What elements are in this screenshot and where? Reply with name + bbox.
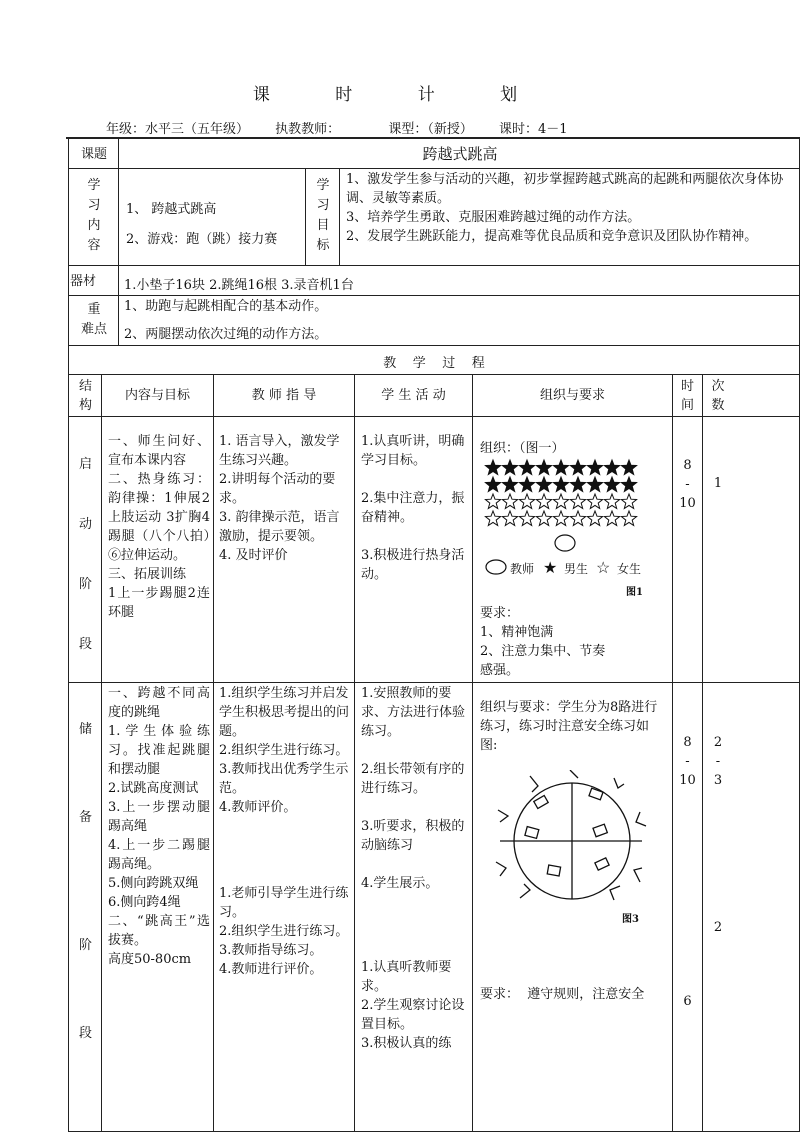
boy-star xyxy=(485,460,500,475)
legend-boy-icon: ★ xyxy=(543,558,558,577)
phase2-count-2: 2 xyxy=(713,920,723,935)
boy-star xyxy=(519,477,534,492)
phase2-activity-1: 1.安照教师的要求、方法进行体验练习。 2.组长带领有序的进行练习。 3.听要求，积极的动脑练习 4.学生展示。 xyxy=(361,686,466,891)
phase2-requirements: 要求： 遵守规则，注意安全 xyxy=(480,987,645,1002)
header-guidance: 教 师 指 导 xyxy=(251,388,317,403)
equipment-value: 1.小垫子16块 2.跳绳16根 3.录音机1台 xyxy=(124,278,354,293)
period: 课时：4－1 xyxy=(498,122,568,137)
legend-teacher-label: 教师 xyxy=(510,562,535,576)
header-activity: 学 生 活 动 xyxy=(381,388,446,403)
girl-star xyxy=(621,494,636,509)
girl-star xyxy=(485,511,500,526)
boy-star xyxy=(536,460,551,475)
girl-star xyxy=(485,494,500,509)
boy-star xyxy=(621,477,636,492)
girl-star xyxy=(553,494,568,509)
phase2-char: 段 xyxy=(78,1026,92,1041)
girl-star xyxy=(587,511,602,526)
phase2-activity-2: 1.认真听教师要求。 2.学生观察讨论设置目标。 3.积极认真的练 xyxy=(361,960,465,1051)
phase2-org-text: 组织与要求：学生分为8路进行练习，练习时注意安全练习如图: xyxy=(480,700,658,753)
girl-star xyxy=(536,494,551,509)
process-title: 教 学 过 程 xyxy=(383,356,485,371)
learning-content-item: 2、游戏：跑（跳）接力赛 xyxy=(126,232,278,247)
phase2-label xyxy=(70,720,101,1043)
phase2-char: 储 xyxy=(78,722,92,737)
equipment-label: 器材 xyxy=(70,274,97,289)
topic-label: 课题 xyxy=(80,147,107,162)
girl-star xyxy=(570,494,585,509)
phase1-content: 一、师生问好、宣布本课内容 二、热身练习：韵律操：1伸展2上肢运动 3扩胸4踢腿（八个八拍）⑥拉伸运动。 三、拓展训练 1上一步踢腿2连环腿 xyxy=(108,434,210,620)
girl-star xyxy=(502,494,517,509)
key-points-label: 重 难点 xyxy=(80,302,107,337)
boy-star xyxy=(570,460,585,475)
learning-content-item: 1、 跨越式跳高 xyxy=(126,202,217,217)
phase1-org-title: 组织：（图一） xyxy=(480,441,565,456)
girl-star xyxy=(553,511,568,526)
learning-content-label: 学 习 内 容 xyxy=(87,178,101,253)
figure-1-label: 图1 xyxy=(626,587,643,598)
lesson-meta xyxy=(106,118,590,137)
boy-star xyxy=(553,460,568,475)
phase2-time-2: 6 xyxy=(683,994,692,1009)
boy-star xyxy=(621,460,636,475)
phase1-count: 1 xyxy=(713,476,723,491)
phase1-char: 段 xyxy=(78,637,92,652)
page-title: 课 时 计 划 xyxy=(252,85,548,105)
legend-teacher-icon xyxy=(486,560,506,574)
phase2-char: 备 xyxy=(78,810,92,825)
phase1-time: 8 - 10 xyxy=(679,458,696,511)
phase2-content: 一、跨越不同高度的跳绳 1.学生体验练习。找准起跳腿和摆动腿 2.试跳高度测试 3.上一步摆动腿踢高绳 4.上一步二踢腿踢高绳。 5.侧向跨跳双绳 6.侧向跨4绳 二、“跳高王”选拔赛。 高度50-80cm xyxy=(108,686,210,967)
girl-star xyxy=(536,511,551,526)
girl-star xyxy=(502,511,517,526)
boy-star xyxy=(536,477,551,492)
phase2-count-1: 2 - 3 xyxy=(713,735,723,788)
boy-star xyxy=(604,477,619,492)
topic-value: 跨越式跳高 xyxy=(422,145,498,163)
boy-star xyxy=(604,460,619,475)
girl-star xyxy=(519,494,534,509)
phase1-guidance: 1. 语言导入，激发学生练习兴趣。 2.讲明每个活动的要求。 3. 韵律操示范，语言激励，提示要领。 4. 及时评价 xyxy=(219,434,340,563)
grade: 年级：水平三（五年级） xyxy=(106,122,250,137)
phase1-char: 启 xyxy=(78,457,92,472)
legend-girl-label: 女生 xyxy=(617,562,642,576)
header-time: 时 间 xyxy=(680,379,694,413)
girl-star xyxy=(621,511,636,526)
boy-star xyxy=(485,477,500,492)
learning-goals-text: 1、激发学生参与活动的兴趣，初步掌握跨越式跳高的起跳和两腿依次身体协调、灵敏等素质。 3、培养学生勇敢、克服困难跨越过绳的动作方法。 2、发展学生跳跃能力，提高难等优良品质和竞争意识及团队协作精神。 xyxy=(346,172,784,244)
header-content: 内容与目标 xyxy=(124,388,190,403)
phase1-requirements: 要求： 1、精神饱满 2、注意力集中、节奏感强。 xyxy=(480,606,606,678)
girl-star xyxy=(604,511,619,526)
learning-goals-label: 学 习 目 标 xyxy=(316,178,330,253)
header-count: 次 数 xyxy=(711,379,725,413)
boy-star xyxy=(502,477,517,492)
girl-star xyxy=(587,494,602,509)
girl-star xyxy=(604,494,619,509)
girl-star xyxy=(570,511,585,526)
header-organization: 组织与要求 xyxy=(539,388,605,403)
header-structure: 结 构 xyxy=(78,379,92,413)
key-point-item: 1、助跑与起跳相配合的基本动作。 xyxy=(124,299,328,314)
teacher-position xyxy=(555,535,575,551)
key-point-item: 2、两腿摆动依次过绳的动作方法。 xyxy=(124,327,328,342)
phase2-guidance-2: 1.老师引导学生进行练习。 2.组织学生进行练习。 3.教师指导练习。 4.教师进行评价。 xyxy=(219,886,349,977)
formation-figure-3 xyxy=(490,770,650,920)
phase1-char: 动 xyxy=(78,517,92,532)
girl-star xyxy=(519,511,534,526)
phase2-char: 阶 xyxy=(78,938,92,953)
phase2-time-1: 8 - 10 xyxy=(679,735,696,788)
legend-boy-label: 男生 xyxy=(564,562,589,576)
boy-star xyxy=(570,477,585,492)
phase2-guidance-1: 1.组织学生练习并启发学生积极思考提出的问题。 2.组织学生进行练习。 3.教师找出优秀学生示范。 4.教师评价。 xyxy=(219,686,350,815)
phase1-label xyxy=(70,455,101,654)
figure-3-label: 图3 xyxy=(622,914,639,925)
boy-star xyxy=(553,477,568,492)
phase1-char: 阶 xyxy=(78,577,92,592)
boy-star xyxy=(587,477,602,492)
boy-star xyxy=(502,460,517,475)
legend-girl-icon: ☆ xyxy=(596,558,611,577)
boy-star xyxy=(587,460,602,475)
boy-star xyxy=(519,460,534,475)
phase1-activity: 1.认真听讲，明确学习目标。 2.集中注意力，振奋精神。 3.积极进行热身活动。 xyxy=(361,434,465,582)
lesson-type: 课型：（新授） xyxy=(388,122,473,137)
teacher: 执教教师： xyxy=(275,122,341,137)
